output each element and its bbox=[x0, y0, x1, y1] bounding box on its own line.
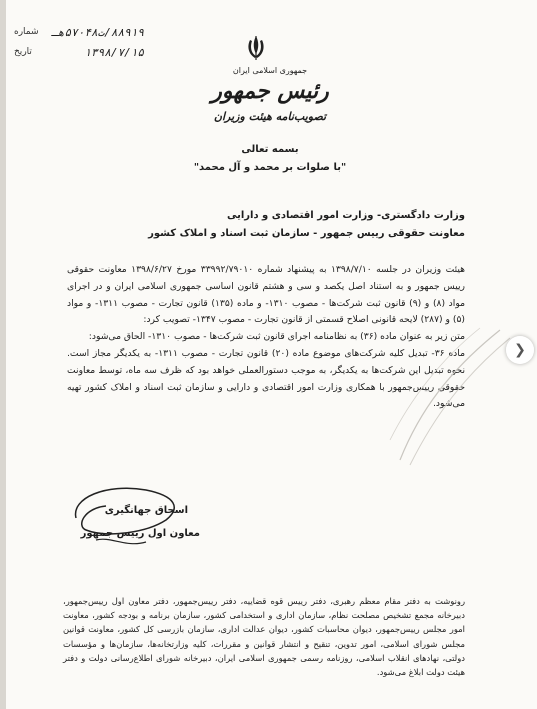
watermark-stamp-icon bbox=[380, 320, 520, 470]
salawat: "با صلوات بر محمد و آل محمد" bbox=[193, 162, 347, 173]
signature-scribble-icon bbox=[66, 478, 186, 558]
letter-date-label: تاریخ bbox=[14, 47, 32, 57]
carbon-copy-list: رونوشت به دفتر مقام معظم رهبری، دفتر رییس قوه قضاییه، دفتر رییس‌جمهور، دفتر معاون اول رییس‌جمهور، دبیرخانه مجمع تشخیص مصلحت نظام، سازمان اداری و استخدامی کشور، سازمان برنامه و بودجه کشور، معاونت امور مجلس رییس‌جمهور، دیوان محاسبات کشور، دیوان عدالت اداری، سازمان بازرسی کل کشور، معاونت قوانین مجلس شورای اسلامی، امور تدوین، تنقیح و انتشار قوانین و مقررات، کلیه وزارتخانه‌ها، سازمان‌ها و مؤسسات دولتی، نهادهای انقلاب اسلامی، روزنامه رسمی جمهوری اسلامی ایران، دبیرخانه شورای اطلاع‌رسانی دولت و دفتر هیئت دولت ابلاغ می‌شود. bbox=[63, 596, 465, 678]
left-frame-edge bbox=[0, 0, 6, 709]
addressee-line-2: معاونت حقوقی رییس جمهور - سازمان ثبت اسناد و املاک کشور bbox=[148, 228, 465, 239]
president-title: رئیس جمهور bbox=[211, 78, 329, 104]
decree-paragraph-2: متن زیر به عنوان ماده (۳۶) به نظامنامه اجرای قانون ثبت شرکت‌ها - مصوب ۱۳۱۰- الحاق می‌شود: bbox=[88, 331, 465, 343]
decree-article-36: ماده ۳۶- تبدیل کلیه شرکت‌های موضوع ماده (۲۰) قانون تجارت - مصوب ۱۳۱۱- به یکدیگر مجاز است. نحوه تبدیل این شرکت‌ها به یکدیگر، به موجب دستورالعملی خواهد بود که ظرف سه ماه، توسط معاونت حقوقی رییس‌جمهور با همکاری وزارت امور اقتصادی و دارایی و سازمان ثبت اسناد و املاک کشور تهیه می‌شود. bbox=[67, 347, 465, 410]
letter-number-label: شماره bbox=[14, 27, 39, 37]
letter-number-row bbox=[14, 22, 144, 42]
cabinet-subtitle: تصویب‌نامه هیئت وزیران bbox=[213, 110, 327, 123]
iran-emblem-icon bbox=[244, 34, 268, 62]
republic-title: جمهوری اسلامی ایران bbox=[232, 66, 308, 75]
letter-meta bbox=[14, 22, 144, 62]
letter-date: ۱۳۹۸/۷/۱۵ bbox=[84, 45, 144, 59]
signatory-title: معاون اول رییس جمهور bbox=[80, 528, 200, 539]
decree-paragraph-1: هیئت وزیران در جلسه ۱۳۹۸/۷/۱۰ به پیشنهاد شماره ۳۳۹۹۲/۷۹۰۱۰ مورخ ۱۳۹۸/۶/۲۷ معاونت حقوقی رییس جمهور و به استناد اصل یکصد و سی و هشتم قانون اساسی جمهوری اسلامی ایران و در اجرای مواد (۸) و (۹) قانون ثبت شرکت‌ها - مصوب ۱۳۱۰- و ماده (۱۳۵) قانون تجارت - مصوب ۱۳۱۱- و مواد (۵) و (۲۸۷) لایحه قانونی اصلاح قسمتی از قانون تجارت - مصوب ۱۳۴۷- تصویب کرد: bbox=[67, 264, 465, 326]
next-slide-button[interactable] bbox=[506, 336, 534, 364]
chevron-right-icon: ❯ bbox=[514, 342, 526, 358]
letter-number: ۸۸۹۱۹/ت۵۷۰۴۸هـ bbox=[51, 25, 144, 39]
letter-date-row bbox=[14, 42, 144, 62]
bismillah: بسمه تعالی bbox=[241, 144, 299, 155]
signatory-name: اسحاق جهانگیری bbox=[104, 505, 188, 516]
addressee-line-1: وزارت دادگستری- وزارت امور اقتصادی و دارایی bbox=[226, 210, 465, 221]
